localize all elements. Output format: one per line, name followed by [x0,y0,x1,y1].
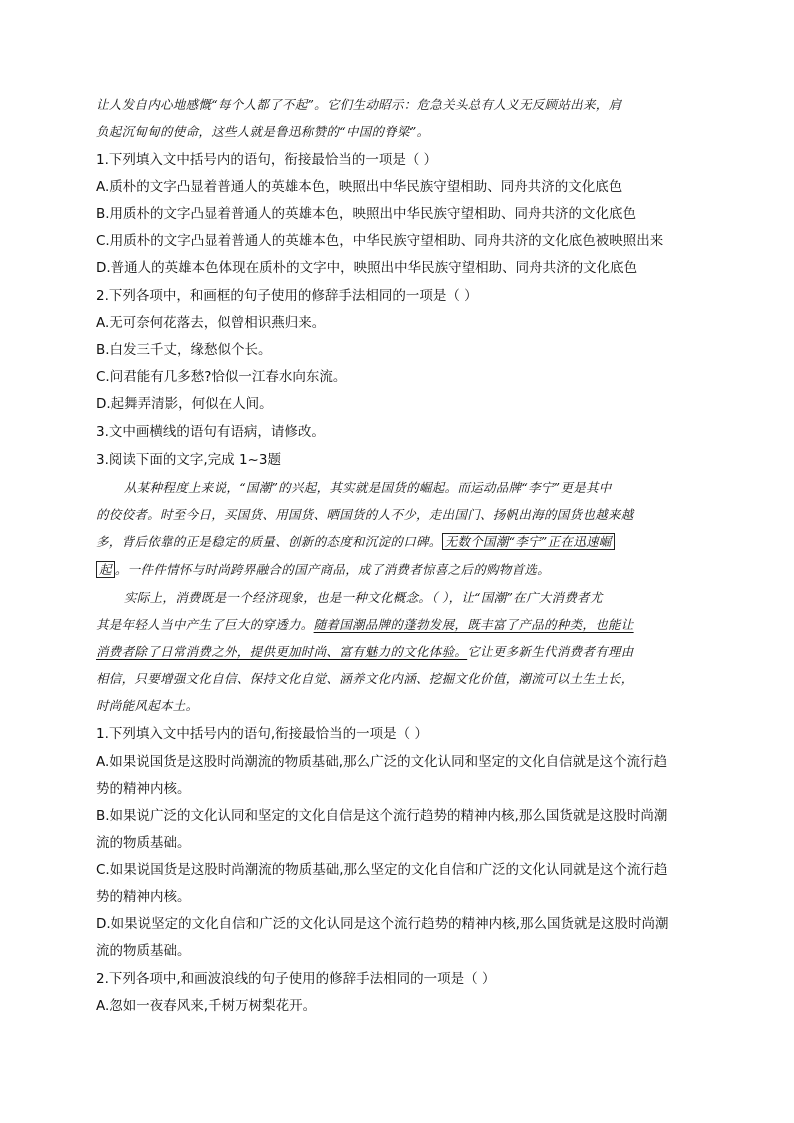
passage2-text: 它让更多新生代消费者有理由 [467,644,634,659]
boxed-sentence: 无数个国潮“李宁”正在迅速崛 [442,533,615,550]
passage1-line: 负起沉甸甸的使命，这些人就是鲁迅称赞的“中国的脊梁”。 [96,124,430,139]
question-stem: 1.下列填入文中括号内的语句,衔接最恰当的一项是（ ） [96,726,428,742]
option-c: C.问君能有几多愁?恰似一江春水向东流。 [96,369,347,385]
passage2-line: 的佼佼者。时至今日，买国货、用国货、晒国货的人不少，走出国门、扬帆出海的国货也越来越 [96,507,634,522]
passage2-line [96,615,696,635]
option-a: A.忽如一夜春风来,千树万树梨花开。 [96,998,317,1014]
option-b: B.白发三千丈，缘愁似个长。 [96,342,272,358]
passage2-line [96,560,696,580]
option-a: A.无可奈何花落去，似曾相识燕归来。 [96,315,326,331]
section-title: 3.阅读下面的文字,完成 1~3题 [96,452,281,468]
question-stem: 2.下列各项中,和画波浪线的句子使用的修辞手法相同的一项是（ ） [96,971,496,987]
passage2-line [96,532,696,552]
option-b-cont: 流的物质基础。 [96,835,191,851]
question-stem: 3.文中画横线的语句有语病，请修改。 [96,424,325,440]
passage2-line: 从某种程度上来说，“国潮”的兴起，其实就是国货的崛起。而运动品牌“李宁”更是其中 [124,480,612,495]
option-c-cont: 势的精神内核。 [96,889,191,905]
option-c: C.如果说国货是这股时尚潮流的物质基础,那么坚定的文化自信和广泛的文化认同就是这个流行趋 [96,862,668,878]
passage2-text: 其是年轻人当中产生了巨大的穿透力。 [96,617,314,632]
option-c: C.用质朴的文字凸显着普通人的英雄本色，中华民族守望相助、同舟共济的文化底色被映照出来 [96,233,664,249]
option-b: B.用质朴的文字凸显着普通人的英雄本色，映照出中华民族守望相助、同舟共济的文化底色 [96,206,637,222]
passage2-text: 。一件件情怀与时尚跨界融合的国产商品，成了消费者惊喜之后的购物首选。 [114,562,551,577]
question-stem: 1.下列填入文中括号内的语句，衔接最恰当的一项是（ ） [96,152,438,168]
underlined-sentence: 随着国潮品牌的蓬勃发展，既丰富了产品的种类，也能让 [313,617,634,632]
passage2-line [96,642,696,662]
passage2-line: 时尚能风起本土。 [96,698,199,713]
passage2-line: 实际上，消费既是一个经济现象，也是一种文化概念。（ ），让“国潮”在广大消费者尤 [124,590,603,605]
underlined-sentence: 消费者除了日常消费之外，提供更加时尚、富有魅力的文化体验。 [96,644,468,659]
passage2-line: 相信，只要增强文化自信、保持文化自觉、涵养文化内涵、挖掘文化价值，潮流可以土生土长， [96,671,634,686]
passage1-line: 让人发自内心地感慨“每个人都了不起”。它们生动昭示：危急关头总有人义无反顾站出来，肩 [96,97,622,112]
option-a: A.质朴的文字凸显着普通人的英雄本色，映照出中华民族守望相助、同舟共济的文化底色 [96,179,623,195]
option-d: D.普通人的英雄本色体现在质朴的文字中，映照出中华民族守望相助、同舟共济的文化底色 [96,260,638,276]
option-b: B.如果说广泛的文化认同和坚定的文化自信是这个流行趋势的精神内核,那么国货就是这股时尚潮 [96,808,668,824]
question-stem: 2.下列各项中，和画框的句子使用的修辞手法相同的一项是（ ） [96,288,478,304]
option-d: D.如果说坚定的文化自信和广泛的文化认同是这个流行趋势的精神内核,那么国货就是这股时尚潮 [96,916,669,932]
option-a: A.如果说国货是这股时尚潮流的物质基础,那么广泛的文化认同和坚定的文化自信就是这个流行趋 [96,754,668,770]
option-a-cont: 势的精神内核。 [96,781,191,797]
option-d-cont: 流的物质基础。 [96,943,191,959]
boxed-sentence: 起 [96,561,115,578]
option-d: D.起舞弄清影，何似在人间。 [96,396,273,412]
passage2-text: 多，背后依靠的正是稳定的质量、创新的态度和沉淀的口碑。 [96,534,442,549]
